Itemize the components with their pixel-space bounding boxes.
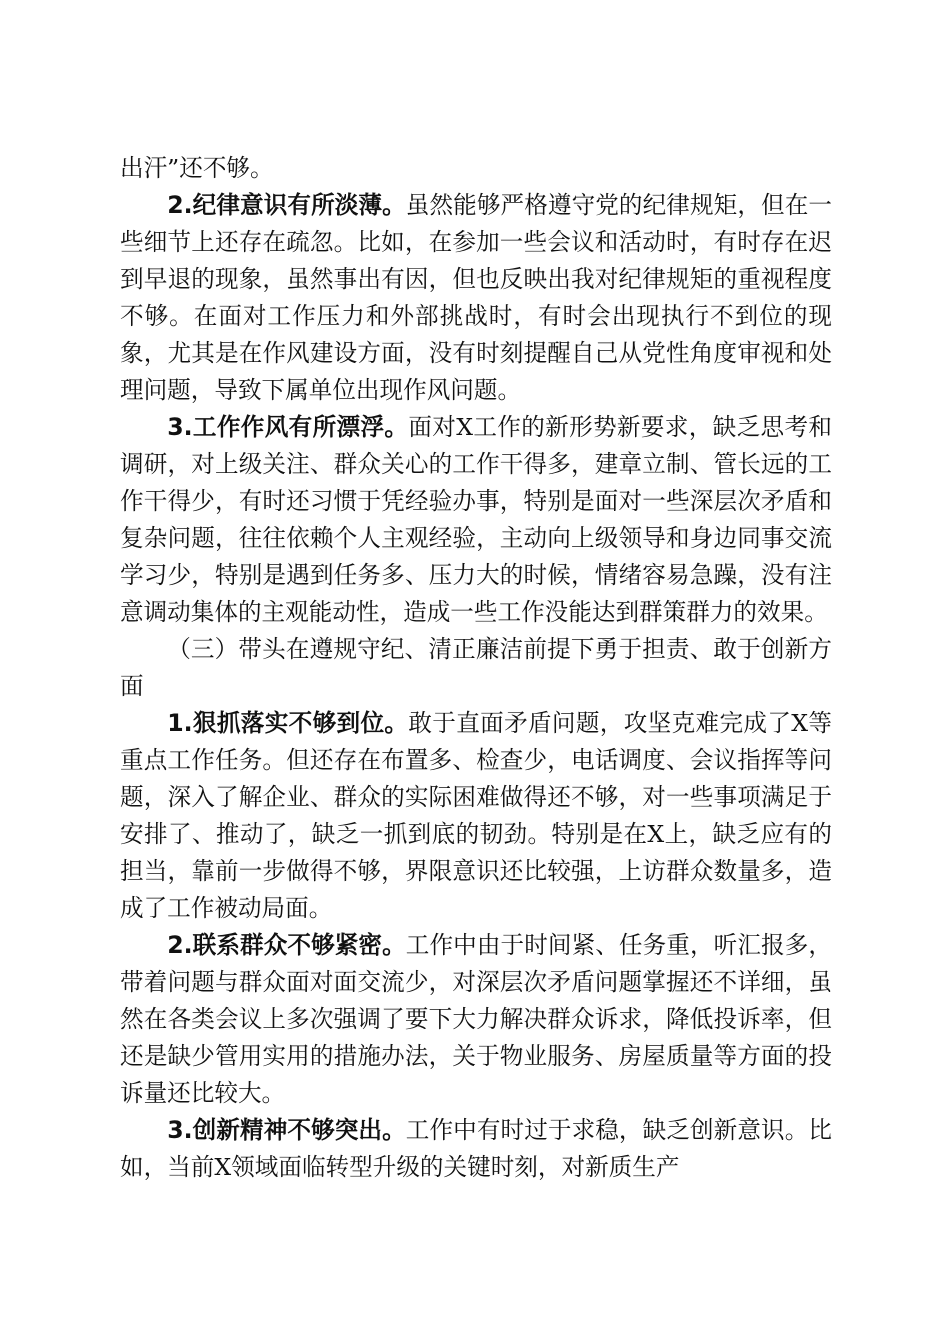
paragraph-text: 面对X工作的新形势新要求，缺乏思考和调研，对上级关注、群众关心的工作干得多，建章立制、管长远的工作干得少，有时还习惯于凭经验办事，特别是面对一些深层次矛盾和复杂问题，往往依赖个人主观经验，主动向上级领导和身边同事交流学习少，特别是遇到任务多、压力大的时候，情绪容易急躁，没有注意调动集体的主观能动性，造成一些工作没能达到群策群力的效果。 — [120, 413, 833, 626]
section-heading — [120, 631, 832, 705]
paragraph-text: 出汗”还不够。 — [120, 154, 274, 182]
paragraph-masses — [120, 927, 832, 1112]
paragraph-heading: 1.狠抓落实不够到位。 — [167, 709, 409, 737]
paragraph-heading: 2.联系群众不够紧密。 — [167, 931, 406, 959]
paragraph-text: 工作中由于时间紧、任务重，听汇报多，带着问题与群众面对面交流少，对深层次矛盾问题掌握还不详细，虽然在各类会议上多次强调了要下大力解决群众诉求，降低投诉率，但还是缺少管用实用的措施办法，关于物业服务、房屋质量等方面的投诉量还比较大。 — [120, 931, 832, 1107]
paragraph-work-style — [120, 409, 832, 631]
section-heading-text: （三）带头在遵规守纪、清正廉洁前提下勇于担责、敢于创新方面 — [120, 635, 832, 700]
paragraph-text: 敢于直面矛盾问题，攻坚克难完成了X等重点工作任务。但还存在布置多、检查少，电话调度、会议指挥等问题，深入了解企业、群众的实际困难做得还不够，对一些事项满足于安排了、推动了，缺乏一抓到底的韧劲。特别是在X上，缺乏应有的担当，靠前一步做得不够，界限意识还比较强，上访群众数量多，造成了工作被动局面。 — [120, 709, 833, 922]
paragraph-heading: 2.纪律意识有所淡薄。 — [167, 191, 406, 219]
paragraph-text: 虽然能够严格遵守党的纪律规矩，但在一些细节上还存在疏忽。比如，在参加一些会议和活动时，有时存在迟到早退的现象，虽然事出有因，但也反映出我对纪律规矩的重视程度不够。在面对工作压力和外部挑战时，有时会出现执行不到位的现象，尤其是在作风建设方面，没有时刻提醒自己从党性角度审视和处理问题，导致下属单位出现作风问题。 — [120, 191, 832, 404]
document-page — [120, 150, 832, 1186]
paragraph-continuation — [120, 150, 832, 187]
paragraph-implementation — [120, 705, 832, 927]
paragraph-heading: 3.工作作风有所漂浮。 — [167, 413, 409, 441]
paragraph-innovation — [120, 1112, 832, 1186]
paragraph-discipline — [120, 187, 832, 409]
paragraph-heading: 3.创新精神不够突出。 — [167, 1116, 406, 1144]
paragraph-text: 工作中有时过于求稳，缺乏创新意识。比如，当前X领域面临转型升级的关键时刻，对新质生产 — [120, 1116, 832, 1181]
